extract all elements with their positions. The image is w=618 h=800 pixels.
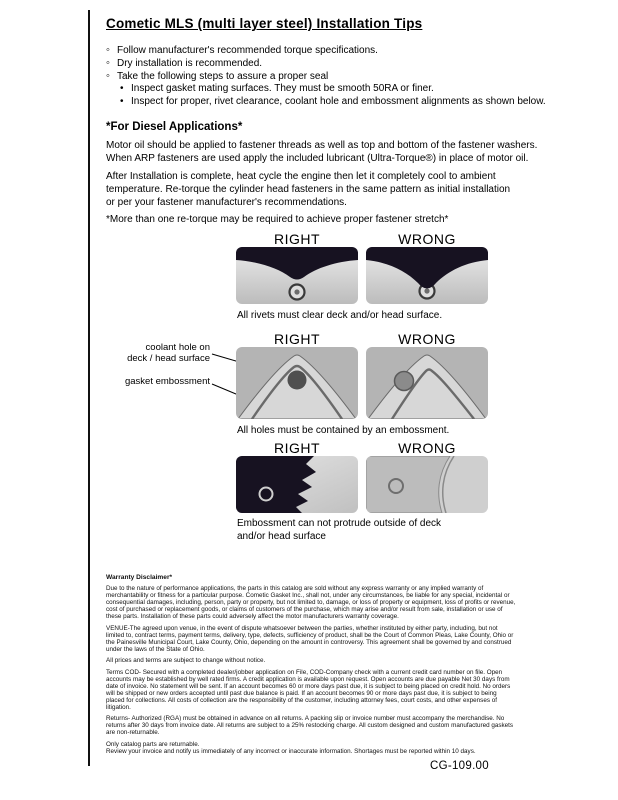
open-bullet-icon: [106, 70, 117, 82]
disclaimer-paragraph: Terms COD- Secured with a completed dealer/jobber application on File, COD-Company check with a current credit card number on file. Open accounts may be established by well rated firms. A credit application is available upon request. Open accounts are due payable Net 30 days from date of invoice. No statement will be sent. If an account becomes 60 or more days past due, it is subject to being placed on credit hold. No orders will be shipped or new orders accepted until past due balance is paid. If an account becomes 90 or more days past due, it is subject to being placed for collections. All costs of collection are the responsibility of the customer, including attorney fees, court costs, and other expenses of litigation.: [106, 668, 511, 711]
figure-protrude-wrong: [366, 456, 488, 513]
right-label: RIGHT: [273, 331, 321, 347]
disclaimer-paragraph: All prices and terms are subject to change without notice.: [106, 657, 266, 664]
rivet-center: [424, 288, 429, 293]
disclaimer-paragraph: Due to the nature of performance applications, the parts in this catalog are sold without any express warranty or any implied warranty of merchantability or fitness for a particular purpose. Cometic Gasket Inc., shall not, under any circumstances, be liable for any special, incidental or consequential damages, including, person, party or property, but not limited to, damage, or loss of property or equipment, loss of profits or revenue, cost of purchased or replacement goods, or claims of customers of the purchase, which may arise and/or result from sale, installation or use of these parts. Installation of these parts could adversely affect the motor manufacturers warranty coverage.: [106, 585, 516, 620]
wrong-label: WRONG: [398, 331, 456, 347]
figure-rivet-wrong: [366, 247, 488, 304]
list-item: [106, 44, 378, 56]
figure-protrude-right: [236, 456, 358, 513]
tip-text: Dry installation is recommended.: [117, 58, 263, 69]
disclaimer-paragraph: Returns- Authorized (RGA) must be obtained in advance on all returns. A packing slip or invoice number must accompany the merchandise. No returns after 30 days from invoice date. All returns are subject to a 25% restocking charge. All custom designed and custom manufactured gaskets are non-returnable.: [106, 715, 514, 736]
diesel-section-heading: *For Diesel Applications*: [106, 121, 243, 133]
warranty-disclaimer: [106, 574, 516, 755]
annotation-line: coolant hole on: [145, 342, 210, 353]
paragraph-line: Motor oil should be applied to fastener threads as well as top and bottom of the fastener washers.: [106, 140, 538, 151]
disclaimer-paragraph: Only catalog parts are returnable.: [106, 740, 200, 748]
paragraph-line: When ARP fasteners are used apply the included lubricant (Ultra-Torque®) in place of motor oil.: [106, 153, 529, 164]
figure-hole-right: [236, 347, 358, 419]
rivet-center: [294, 289, 299, 294]
right-label: RIGHT: [273, 231, 321, 247]
paragraph-line: temperature. Re-torque the cylinder head fasteners in the same pattern as initial installation: [106, 184, 511, 195]
rivet-caption: All rivets must clear deck and/or head surface.: [237, 310, 443, 321]
protrude-caption: [237, 517, 441, 543]
rivet-right-illustration: [236, 247, 358, 304]
right-label: RIGHT: [273, 440, 321, 456]
paragraph-line: or per your fastener manufacturer's recommendations.: [106, 197, 347, 208]
solid-bullet-icon: [120, 96, 131, 107]
page-left-rule: [88, 10, 90, 766]
holes-caption: All holes must be contained by an embossment.: [237, 425, 450, 436]
list-sub-item: [120, 83, 434, 94]
figure-hole-wrong: [366, 347, 488, 419]
tip-text: Inspect for proper, rivet clearance, coolant hole and embossment alignments as shown below.: [131, 96, 546, 107]
disclaimer-heading: Warranty Disclaimer*: [106, 574, 173, 581]
annotation-line: deck / head surface: [127, 353, 210, 364]
wrong-label: WRONG: [398, 440, 456, 456]
retorque-note: *More than one re-torque may be required to achieve proper fastener stretch*: [106, 214, 449, 225]
coolant-hole-annotation: [100, 342, 210, 364]
list-item: [106, 57, 262, 69]
figure-rivet-right: [236, 247, 358, 304]
open-bullet-icon: [106, 57, 117, 69]
paragraph-line: After Installation is complete, heat cycle the engine then let it completely cool to ambient: [106, 171, 496, 182]
deck-edge-shape: [366, 456, 450, 513]
disclaimer-paragraph: Review your invoice and notify us immediately of any incorrect or inaccurate information. Shortages must be reported within 10 days.: [106, 747, 476, 755]
caption-line: Embossment can not protrude outside of deck: [237, 518, 442, 529]
rivet-wrong-illustration: [366, 247, 488, 304]
list-item: [106, 70, 328, 82]
page-title: Cometic MLS (multi layer steel) Installation Tips: [106, 16, 423, 31]
tip-text: Follow manufacturer's recommended torque specifications.: [117, 45, 378, 56]
coolant-hole: [395, 372, 414, 391]
tip-text: Take the following steps to assure a proper seal: [117, 71, 329, 82]
page-number: CG-109.00: [430, 760, 489, 772]
hole-right-illustration: [236, 347, 358, 419]
protrude-wrong-illustration: [366, 456, 488, 513]
solid-bullet-icon: [120, 83, 131, 94]
hole-wrong-illustration: [366, 347, 488, 419]
coolant-hole: [288, 371, 307, 390]
open-bullet-icon: [106, 44, 117, 56]
gasket-embossment-annotation: gasket embossment: [124, 376, 210, 387]
diesel-paragraph-1: [106, 139, 537, 165]
list-sub-item: [120, 96, 546, 107]
tip-text: Inspect gasket mating surfaces. They must be smooth 50RA or finer.: [131, 83, 434, 94]
disclaimer-paragraph: VENUE-The agreed upon venue, in the event of dispute whatsoever between the parties, whether instituted by either party, including, but not limited to, contract terms, payment terms, delivery, type, defects, sufficiency of product, shall be the Court of Common Pleas, Lake County, Ohio or the Painesville Municipal Court, Lake County, Ohio, depending on the amount in controversy. This agreement shall be governed by and construed under the laws of the State of Ohio.: [106, 624, 514, 653]
caption-line: and/or head surface: [237, 531, 326, 542]
wrong-label: WRONG: [398, 231, 456, 247]
protrude-right-illustration: [236, 456, 358, 513]
diesel-paragraph-2: [106, 170, 510, 209]
